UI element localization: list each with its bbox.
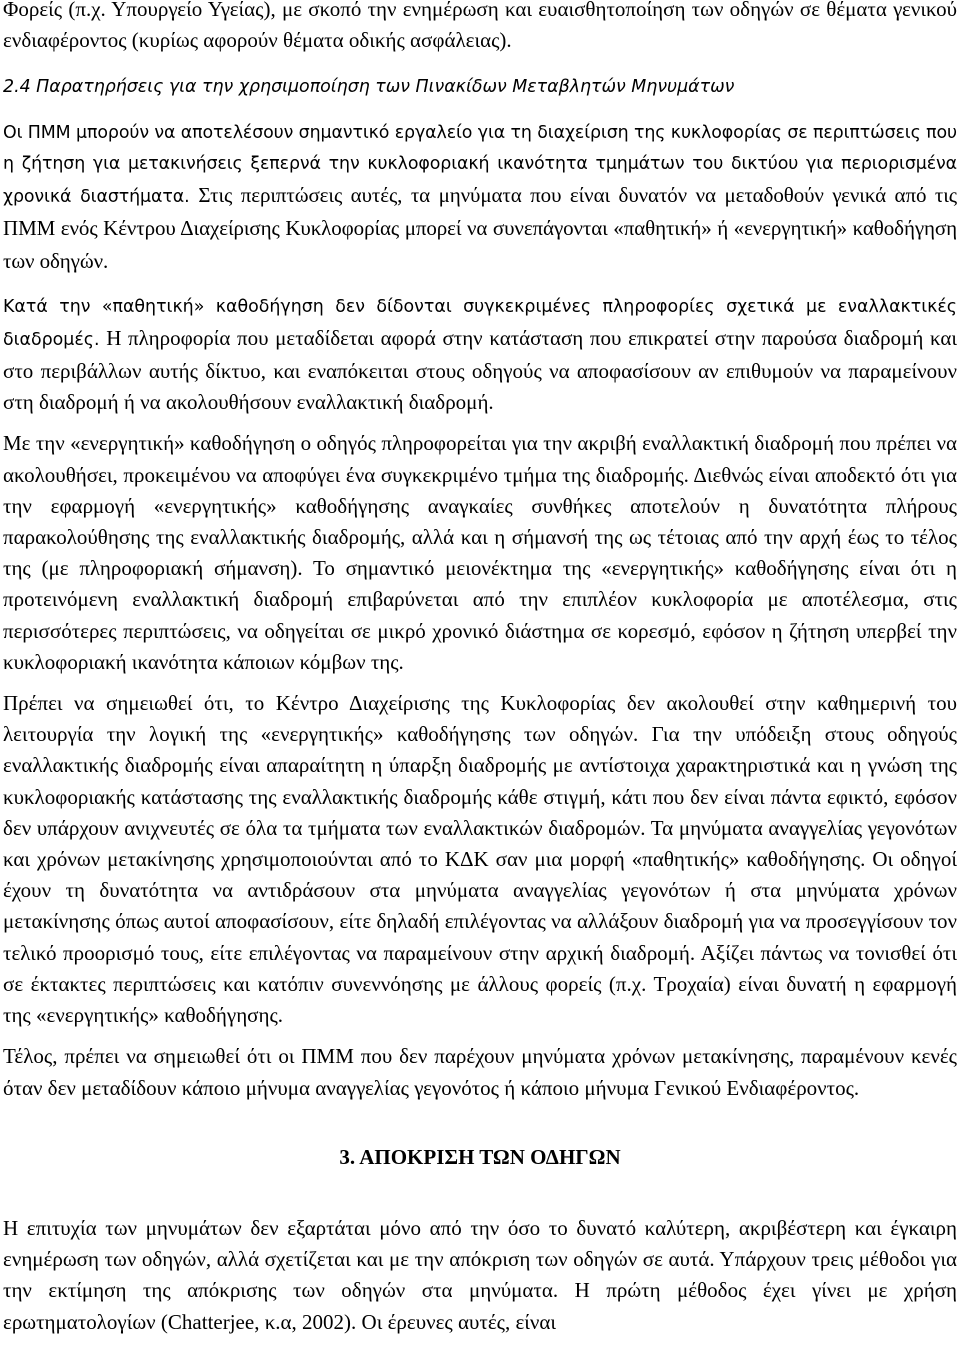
section-3-title: 3. ΑΠΟΚΡΙΣΗ ΤΩΝ ΟΔΗΓΩΝ [339, 1144, 621, 1169]
document-page [3, 0, 957, 1338]
section-2-4-paragraph-1-b: Στις περιπτώσεις αυτές, τα μηνύματα που είναι δυνατόν να μεταδοθούν γενικά από τις ΠΜΜ ενός Κέντρου Διαχείρισης Κυκλοφορίας μπορεί να συνεπάγονται «παθητική» ή «ενεργητική» καθοδήγηση των οδηγών. [3, 183, 957, 274]
section-2-4-paragraph-2-a: Κατά την «παθητική» καθοδήγηση δεν δίδονται συγκεκριμένες πληροφορίες σχετικά με εναλλακτικές διαδρομές. [3, 296, 957, 350]
section-2-4-paragraph-5: Τέλος, πρέπει να σημειωθεί ότι οι ΠΜΜ που δεν παρέχουν μηνύματα χρόνων μετακίνησης, παραμένουν κενές όταν δεν μεταδίδουν κάποιο μήνυμα αναγγελίας γεγονότος ή κάποιο μήνυμα Γενικού Ενδιαφέροντος. [3, 1044, 957, 1100]
section-2-4-paragraph-4: Πρέπει να σημειωθεί ότι, το Κέντρο Διαχείρισης της Κυκλοφορίας δεν ακολουθεί στην καθημερινή του λειτουργία την λογική της «ενεργητικής» καθοδήγησης των οδηγών. Για την υπόδειξη στους οδηγούς εναλλακτικής διαδρομής είναι απαραίτητη η ύπαρξη διαδρομής με αντίστοιχα χαρακτηριστικά και η γνώση της κυκλοφοριακής κατάστασης της εναλλακτικής διαδρομής κάθε στιγμή, κάτι που δεν είναι πάντα εφικτό, εφόσον δεν υπάρχουν ανιχνευτές σε όλα τα τμήματα των εναλλακτικών διαδρομών. Τα μηνύματα αναγγελίας γεγονότων και χρόνων μετακίνησης χρησιμοποιούνται από το ΚΔΚ σαν μια μορφή «παθητικής» καθοδήγησης. Οι οδηγοί έχουν τη δυνατότητα να αντιδράσουν στα μηνύματα αναγγελίας γεγονότων ή στα μηνύματα χρόνων μετακίνησης όπως αυτοί αποφασίσουν, είτε δηλαδή επιλέγοντας να αλλάξουν διαδρομή για να προσεγγίσουν τον τελικό προορισμό τους, είτε επιλέγοντας να παραμείνουν στην αρχική διαδρομή. Αξίζει πάντως να τονισθεί ότι σε έκτακτες περιπτώσεις και κατόπιν συνεννόησης με άλλους φορείς (π.χ. Τροχαία) είναι δυνατή η εφαρμογή της «ενεργητικής» καθοδήγησης. [3, 691, 957, 1028]
section-2-4-paragraph-2-b: Η πληροφορία που μεταδίδεται αφορά στην κατάσταση που επικρατεί στην παρούσα διαδρομή και στο περιβάλλων αυτής δίκτυο, και εναπόκειται στους οδηγούς να αποφασίσουν αν επιθυμούν να παραμείνουν στη διαδρομή ή να ακολουθήσουν εναλλακτική διαδρομή. [3, 325, 958, 415]
section-2-4-paragraph-3: Με την «ενεργητική» καθοδήγηση ο οδηγός πληροφορείται για την ακριβή εναλλακτική διαδρομή που πρέπει να ακολουθήσει, προκειμένου να αποφύγει ένα συγκεκριμένο τμήμα της διαδρομής. Διεθνώς είναι αποδεκτό ότι για την εφαρμογή «ενεργητικής» καθοδήγησης αναγκαίες συνθήκες αποτελούν η δυνατότητα πλήρους παρακολούθησης της εναλλακτικής διαδρομής, αλλά και η σήμανσή της ως τέτοιας από την αρχή έως το τέλος της (με πληροφοριακή σήμανση). Το σημαντικό μειονέκτημα της «ενεργητικής» καθοδήγησης είναι ότι η προτεινόμενη εναλλακτική διαδρομή επιβαρύνεται από την επιπλέον κυκλοφορία με αποτέλεσμα, στις περισσότερες περιπτώσεις, να οδηγείται σε μικρό χρονικό διάστημα σε κορεσμό, εφόσον η ζήτηση υπερβεί την κυκλοφοριακή ικανότητα κάποιων κόμβων της. [3, 431, 957, 674]
section-2-4-title: 2.4 Παρατηρήσεις για την χρησιμοποίηση των Πινακίδων Μεταβλητών Μηνυμάτων [3, 77, 735, 98]
intro-text [3, 0, 957, 56]
intro-line: Φορείς (π.χ. Υπουργείο Υγείας), με σκοπό την ενημέρωση και ευαισθητοποίηση των οδηγών σε θέματα γενικού ενδιαφέροντος (κυρίως αφορούν θέματα οδικής ασφάλειας). [3, 0, 957, 53]
section-3-paragraph-1: Η επιτυχία των μηνυμάτων δεν εξαρτάται μόνο από την όσο το δυνατό καλύτερη, ακριβέστερη και έγκαιρη ενημέρωση των οδηγών, αλλά σχετίζεται και με την απόκριση των οδηγών σε αυτά. Υπάρχουν τρεις μέθοδοι για την εκτίμηση της απόκρισης των οδηγών στα μηνύματα. Η πρώτη μέθοδος έχει γίνει με χρήση ερωτηματολογίων (Chatterjee, κ.α, 2002). Οι έρευνες αυτές, είναι [3, 1215, 957, 1334]
section-2-4-paragraph-1-a: Οι ΠΜΜ μπορούν να αποτελέσουν σημαντικό εργαλείο για τη διαχείριση της κυκλοφορίας σε περιπτώσεις που η ζήτηση για μετακινήσεις ξεπερνά την κυκλοφοριακή ικανότητα τμημάτων του δικτύου για περιορισμένα χρονικά διαστήματα. [3, 122, 957, 208]
section-2-4-paragraph-1 [3, 118, 957, 280]
section-2-4-paragraph-2 [3, 290, 957, 419]
